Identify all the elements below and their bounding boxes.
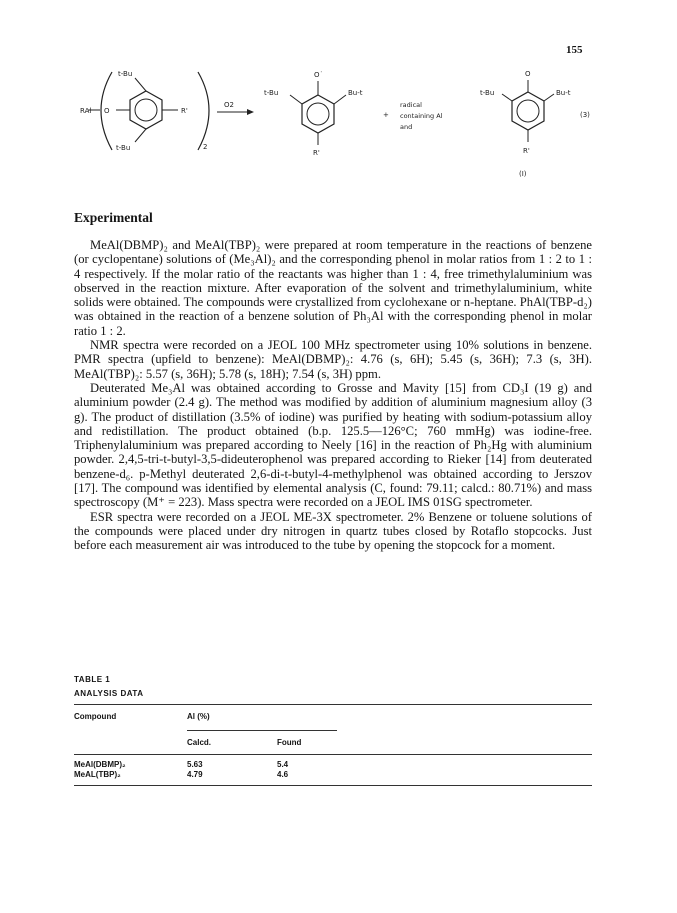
body-text	[74, 238, 592, 553]
right-parenthesis	[198, 72, 209, 150]
table-header-rule	[74, 754, 592, 755]
table-sub-rule	[187, 730, 337, 731]
quinone-tbu-right: Bu-t	[556, 89, 571, 97]
paragraph-esr: ESR spectra were recorded on a JEOL ME-3X spectrometer. 2% Benzene or toluene solutions of the compounds were placed under dry nitrogen in quartz tubes closed by Rotaflo stopcocks. Just before each measurement air was introduced to the tube by opening the stopcock for a moment.	[74, 509, 592, 553]
header-found: Found	[277, 738, 302, 747]
table-row-1-found: 5.4	[277, 760, 289, 769]
table-row-1-calcd: 5.63	[187, 760, 203, 769]
paragraph-deuterated: Deuterated Me₃Al was obtained according to Grosse and Mavity [15] from CD₃I (19 g) and aluminium powder (2.4 g). The method was modified by addition of aluminium magnesium alloy (3 g). The product of distillation (3.5% of iodine) was purified by heating with sodium-potassium alloy and redistillation. The product obtained (b.p. 125.5—126°C; 760 mmHg) was iodine-free. Triphenylaluminium was prepared according to Neely [16] in the reaction of Ph₂Hg with aluminium powder. 2,4,5-tri-t-butyl-3,5-dideuterophenol was prepared according to Rieker [14] from deuterated benzene-d₆. p-Methyl deuterated 2,6-di-t-butyl-4-methylphenol was obtained according to Jerszov [17]. The compound was identified by elemental analysis (C, found: 79.11; calcd.: 80.71%) and mass spectroscopy (M⁺ = 223). Mass spectra were recorded on a JEOL IMS 01SG spectrometer.	[74, 380, 592, 510]
quinone-o: O	[525, 70, 531, 78]
reaction-scheme	[0, 0, 677, 200]
quinone-tbu-left: t-Bu	[480, 89, 495, 97]
table-top-rule	[74, 704, 592, 705]
table-title: ANALYSIS DATA	[74, 689, 144, 698]
reactant-oxygen: O	[104, 107, 110, 115]
header-calcd: Calcd.	[187, 738, 212, 747]
byproduct-line-1: radical	[400, 101, 422, 109]
section-heading: Experimental	[74, 210, 153, 225]
table-bottom-rule	[74, 785, 592, 786]
table-label: TABLE 1	[74, 675, 111, 684]
table-row-2-found: 4.6	[277, 770, 289, 779]
header-compound: Compound	[74, 712, 117, 721]
quinone-r-prime: R'	[523, 147, 530, 155]
paragraph-nmr: NMR spectra were recorded on a JEOL 100 MHz spectrometer using 10% solutions in benzene. PMR spectra (upfield to benzene): MeAl(DBMP)₂: 4.76 (s, 6H); 5.45 (s, 36H); 7.3 (s, 3H). MeAl(TBP)₂: 5.57 (s, 36H); 5.78 (s, 18H); 7.54 (s, 3H) ppm.	[74, 338, 592, 381]
reactant-tbu-top: t-Bu	[118, 70, 133, 78]
paragraph-preparation: MeAl(DBMP)₂ and MeAl(TBP)₂ were prepared at room temperature in the reactions of benzene (or cyclopentane) solutions of (Me₃Al)₂ and the corresponding phenol in molar ratios from 1 : 2 to 1 : 4 respectively. If the molar ratio of the reactants was higher than 1 : 4, free trimethylaluminium was observed in the reaction mixture. After evaporation of the solvent and trimethylaluminium, white solids were obtained. The compounds were crystallized from cyclohexane or n-heptane. PhAl(TBP-d₂) was obtained in the reaction of a benzene solution of Ph₃Al with the corresponding phenol in molar ratio 1 : 2.	[74, 238, 592, 338]
plus-sign: +	[383, 111, 389, 119]
arrow-reagent-o2: O2	[224, 101, 234, 109]
header-al-percent: Al (%)	[187, 712, 210, 721]
table-row-2-compound: MeAL(TBP)₂	[74, 770, 121, 779]
radical-tbu-right: Bu-t	[348, 89, 363, 97]
radical-tbu-left: t-Bu	[264, 89, 279, 97]
radical-o: O˙	[314, 71, 324, 79]
equation-number: (3)	[580, 111, 590, 119]
reactant-r-prime: R'	[181, 107, 188, 115]
reactant-tbu-bottom: t-Bu	[116, 144, 131, 152]
reactant-ral: RAl	[80, 107, 92, 115]
table-row-1-compound: MeAl(DBMP)₂	[74, 760, 126, 769]
page-number: 155	[566, 44, 583, 56]
byproduct-line-2: containing Al	[400, 112, 443, 120]
radical-r-prime: R'	[313, 149, 320, 157]
reaction-arrowhead	[247, 109, 254, 115]
byproduct-line-3: and	[400, 123, 413, 131]
table-row-2-calcd: 4.79	[187, 770, 203, 779]
reactant-subscript: 2	[203, 143, 208, 151]
quinone-label: (I)	[519, 170, 527, 178]
radical-ring-circle	[307, 103, 329, 125]
reactant-ring-circle	[135, 99, 157, 121]
quinone-ring-circle	[517, 100, 539, 122]
